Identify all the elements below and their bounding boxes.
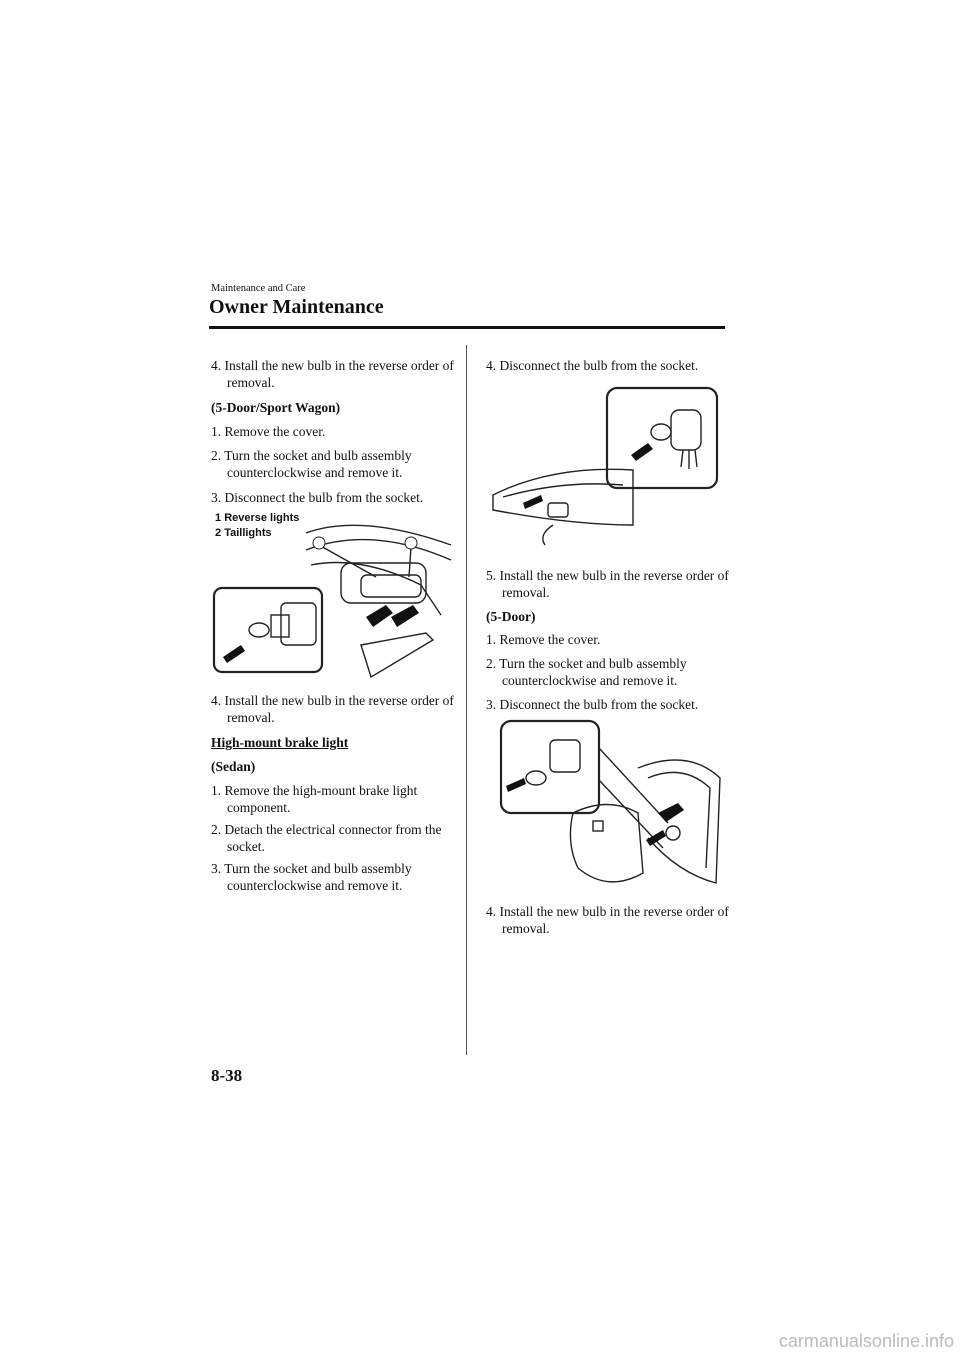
brake-light-illustration [483,385,723,555]
header-rule [209,326,725,329]
subheading-brake-light: High-mount brake light [211,735,349,750]
step-text: 2. Detach the electrical connector from the socket. [211,822,442,854]
legend-item-2 [215,525,272,542]
figure-5door-light [498,718,723,893]
section-label: Maintenance and Care [211,283,306,294]
step-text: 2. Turn the socket and bulb assembly counterclockwise and remove it. [211,448,412,480]
figure-brake-light [483,385,723,555]
step-text: 1. Remove the cover. [211,424,326,439]
legend-number-2: 2 [215,527,222,539]
step-text: 2. Turn the socket and bulb assembly counterclockwise and remove it. [486,656,687,688]
step-text: 4. Install the new bulb in the reverse order of removal. [211,358,454,390]
step-text: 4. Install the new bulb in the reverse order of removal. [211,693,454,725]
legend-label-taillights: Taillights [224,527,272,539]
chapter-title: Owner Maintenance [209,296,384,318]
subheading-5door-wagon: (5-Door/Sport Wagon) [211,400,341,415]
legend-label-reverse-lights: Reverse lights [224,512,300,524]
step-text: 1. Remove the cover. [486,632,601,647]
step-text: 4. Install the new bulb in the reverse order of removal. [486,904,729,936]
5door-light-illustration [498,718,723,893]
step-text: 1. Remove the high-mount brake light component. [211,783,418,815]
subheading-5door: (5-Door) [486,609,536,624]
subheading-sedan: (Sedan) [211,759,256,774]
step-text: 4. Disconnect the bulb from the socket. [486,358,699,373]
step-text: 3. Disconnect the bulb from the socket. [486,697,699,712]
step-text: 3. Disconnect the bulb from the socket. [211,490,424,505]
step-text: 3. Turn the socket and bulb assembly counterclockwise and remove it. [211,861,412,893]
legend-number-1: 1 [215,512,222,524]
step-text: 5. Install the new bulb in the reverse order of removal. [486,568,729,600]
page-number: 8-38 [211,1066,243,1085]
watermark: carmanualsonline.info [778,1331,954,1351]
figure-rear-lights [211,505,456,680]
